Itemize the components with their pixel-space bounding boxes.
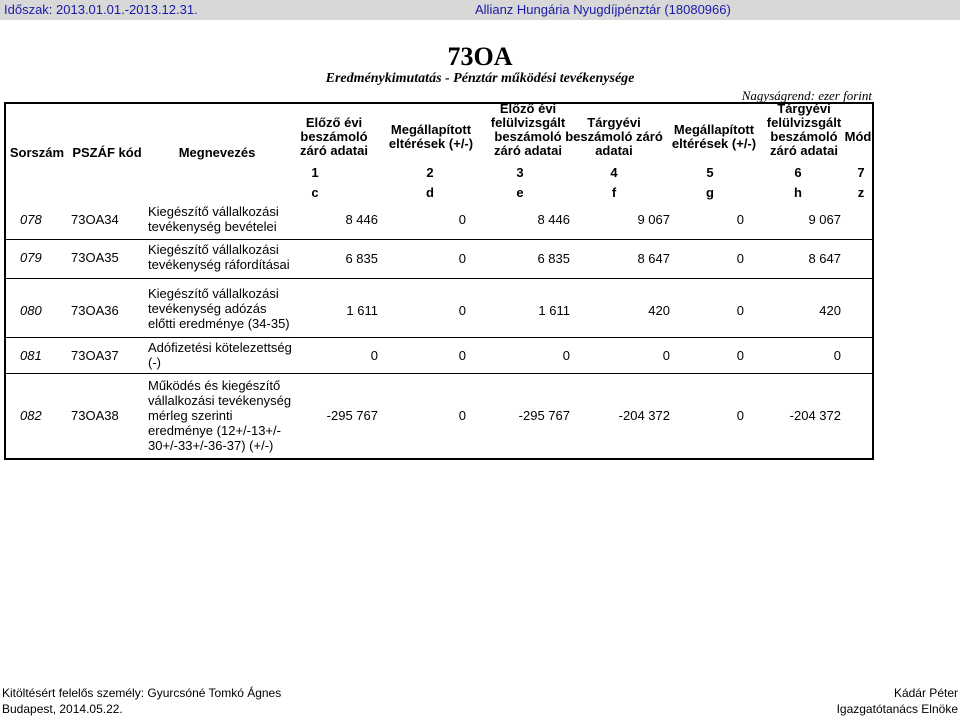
signer-name: Kádár Péter — [893, 686, 958, 700]
row-megnevezes: Kiegészítő vállalkozási tevékenység bevételei — [148, 204, 279, 234]
header-col4: Tárgyévi beszámoló záró adatai — [565, 115, 663, 158]
value-col4: -204 372 — [618, 408, 670, 423]
row-megnevezes: Adófizetési kötelezettség (-) — [148, 340, 292, 370]
row-divider — [4, 337, 874, 338]
value-col2: 0 — [458, 251, 466, 266]
place-date: Budapest, 2014.05.22. — [2, 702, 123, 716]
value-col5: 0 — [736, 408, 744, 423]
value-col6: 0 — [833, 348, 841, 363]
col-number: 1 — [311, 165, 319, 180]
top-bar — [0, 0, 960, 20]
row-sorszam: 078 — [20, 212, 42, 227]
value-col5: 0 — [736, 348, 744, 363]
row-divider — [4, 278, 874, 279]
row-sorszam: 082 — [20, 408, 42, 423]
value-col1: 1 611 — [346, 303, 378, 318]
col-number: 7 — [857, 165, 865, 180]
row-pszaf-kod: 73OA34 — [71, 212, 119, 227]
col-letter: f — [611, 185, 617, 200]
value-col5: 0 — [736, 303, 744, 318]
value-col6: -204 372 — [789, 408, 841, 423]
report-subtitle: Eredménykimutatás - Pénztár működési tevékenysége — [325, 71, 635, 86]
value-col2: 0 — [458, 303, 466, 318]
value-col5: 0 — [736, 212, 744, 227]
col-number: 6 — [794, 165, 802, 180]
row-pszaf-kod: 73OA38 — [71, 408, 119, 423]
responsible-person: Kitöltésért felelős személy: Gyurcsóné Tomkó Ágnes — [2, 686, 282, 700]
header-mod: Mód — [844, 129, 872, 144]
value-col3: -295 767 — [518, 408, 570, 423]
value-col1: 6 835 — [345, 251, 378, 266]
header-sorszam: Sorszám — [9, 145, 65, 160]
header-col5: Megállapított eltérések (+/-) — [671, 122, 757, 151]
value-col3: 1 611 — [538, 303, 570, 318]
row-divider — [4, 373, 874, 374]
row-sorszam: 081 — [20, 348, 42, 363]
value-col6: 8 647 — [808, 251, 841, 266]
value-col3: 8 446 — [537, 212, 570, 227]
col-number: 4 — [610, 165, 618, 180]
report-code: 73OA — [447, 42, 513, 71]
row-divider — [4, 239, 874, 240]
value-col2: 0 — [458, 408, 466, 423]
col-letter: h — [794, 185, 802, 200]
value-col6: 420 — [819, 303, 841, 318]
header-col6: Tárgyévi felülvizsgált beszámoló záró adatai — [766, 101, 842, 158]
row-megnevezes: Kiegészítő vállalkozási tevékenység adózás előtti eredménye (34-35) — [148, 286, 290, 331]
period-label: Időszak: 2013.01.01.-2013.12.31. — [4, 2, 198, 17]
header-pszaf-kod: PSZÁF kód — [72, 145, 142, 160]
row-pszaf-kod: 73OA36 — [71, 303, 119, 318]
col-letter: d — [426, 185, 434, 200]
col-letter: e — [516, 185, 524, 200]
col-number: 3 — [516, 165, 524, 180]
row-megnevezes: Kiegészítő vállalkozási tevékenység ráfordításai — [148, 242, 290, 272]
col-letter: c — [311, 185, 319, 200]
row-megnevezes: Működés és kiegészítő vállalkozási tevékenység mérleg szerinti eredménye (12+/-13+/- 30+/-33+/-36-37) (+/-) — [148, 378, 292, 453]
header-megnevezes: Megnevezés — [178, 145, 256, 160]
row-sorszam: 079 — [20, 250, 42, 265]
value-col3: 0 — [562, 348, 570, 363]
value-col1: 0 — [370, 348, 378, 363]
value-col4: 9 067 — [637, 212, 670, 227]
row-pszaf-kod: 73OA37 — [71, 348, 119, 363]
value-col4: 0 — [662, 348, 670, 363]
header-col2: Megállapított eltérések (+/-) — [388, 122, 474, 151]
value-col5: 0 — [736, 251, 744, 266]
row-pszaf-kod: 73OA35 — [71, 250, 119, 265]
header-col1: Előző évi beszámoló záró adatai — [300, 115, 368, 158]
col-number: 5 — [706, 165, 714, 180]
value-col4: 8 647 — [637, 251, 670, 266]
value-col4: 420 — [648, 303, 670, 318]
value-col2: 0 — [458, 348, 466, 363]
signer-title: Igazgatótanács Elnöke — [836, 702, 958, 716]
header-col3: Előző évi felülvizsgált beszámoló záró adatai — [490, 101, 566, 158]
value-col1: 8 446 — [345, 212, 378, 227]
magnitude-label: Nagyságrend: ezer forint — [741, 88, 872, 103]
value-col1: -295 767 — [326, 408, 378, 423]
col-letter: z — [857, 185, 865, 200]
value-col2: 0 — [458, 212, 466, 227]
value-col6: 9 067 — [808, 212, 841, 227]
value-col3: 6 835 — [537, 251, 570, 266]
row-sorszam: 080 — [20, 303, 42, 318]
col-letter: g — [706, 185, 714, 200]
fund-name: Allianz Hungária Nyugdíjpénztár (18080966) — [475, 2, 731, 17]
col-number: 2 — [426, 165, 434, 180]
